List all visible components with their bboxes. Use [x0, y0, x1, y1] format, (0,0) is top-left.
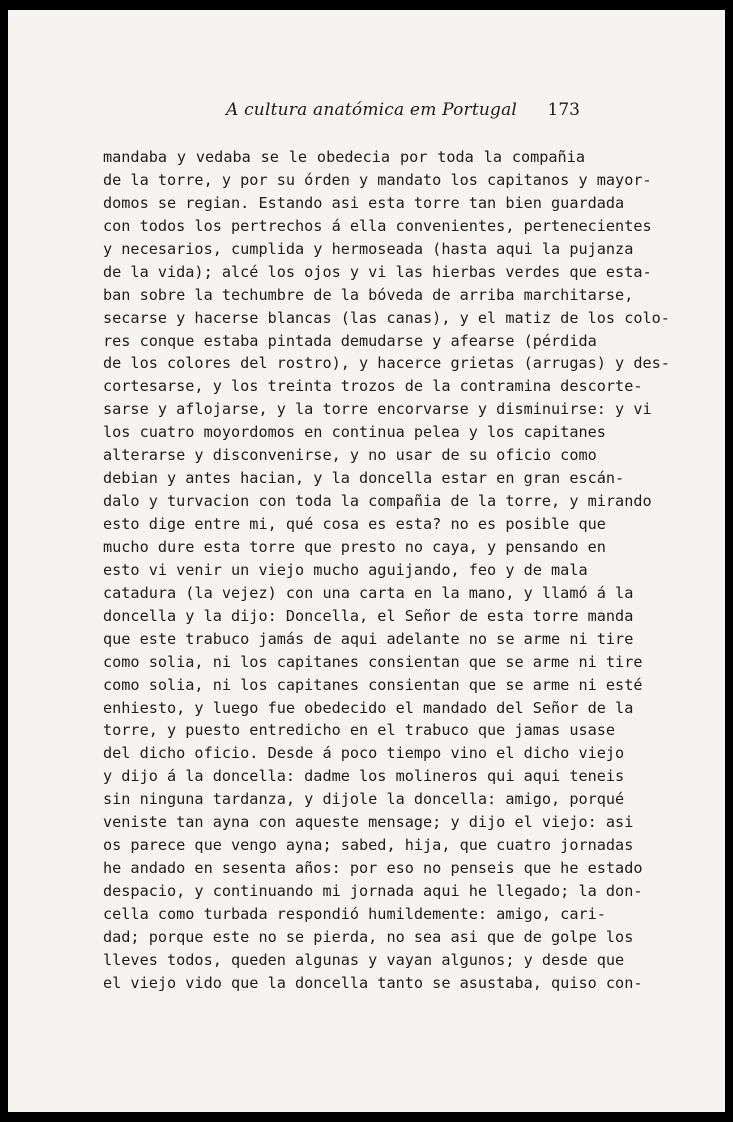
- text-line: he andado en sesenta años: por eso no penseis que he estado: [103, 859, 643, 878]
- text-line: de la torre, y por su órden y mandato los capitanos y mayor-: [103, 170, 652, 189]
- text-line: res conque estaba pintada demudarse y afearse (pérdida: [103, 331, 597, 350]
- text-line: os parece que vengo ayna; sabed, hija, que cuatro jornadas: [103, 836, 634, 855]
- text-line: sin ninguna tardanza, y dijole la doncella: amigo, porqué: [103, 790, 625, 809]
- text-line: dalo y turvacion con toda la compañia de la torre, y mirando: [103, 492, 652, 511]
- text-line: esto vi venir un viejo mucho aguijando, feo y de mala: [103, 560, 588, 579]
- text-line: de los colores del rostro), y hacerce grietas (arrugas) y des-: [103, 354, 670, 373]
- text-line: lleves todos, queden algunas y vayan algunos; y desde que: [103, 950, 625, 969]
- text-line: torre, y puesto entredicho en el trabuco que jamas usase: [103, 721, 616, 740]
- text-line: dad; porque este no se pierda, no sea asi que de golpe los: [103, 927, 634, 946]
- text-line: catadura (la vejez) con una carta en la mano, y llamó á la: [103, 583, 634, 602]
- running-title: A cultura anatómica em Portugal: [226, 100, 518, 120]
- text-line: debian y antes hacian, y la doncella estar en gran escán-: [103, 469, 625, 488]
- text-line: que este trabuco jamás de aqui adelante no se arme ni tire: [103, 629, 634, 648]
- text-line: mandaba y vedaba se le obedecia por toda la compañia: [103, 148, 585, 166]
- body-text: [103, 146, 670, 995]
- text-line: esto dige entre mi, qué cosa es esta? no es posible que: [103, 515, 606, 533]
- book-page: [8, 10, 725, 1112]
- text-line: cella como turbada respondió humildemente: amigo, cari-: [103, 904, 606, 923]
- text-line: del dicho oficio. Desde á poco tiempo vino el dicho viejo: [103, 744, 625, 763]
- text-line: secarse y hacerse blancas (las canas), y el matiz de los colo-: [103, 308, 670, 327]
- text-line: mucho dure esta torre que presto no caya, y pensando en: [103, 537, 606, 556]
- page-header: [108, 100, 580, 124]
- text-line: despacio, y continuando mi jornada aqui he llegado; la don-: [103, 882, 643, 900]
- text-line: y necesarios, cumplida y hermoseada (hasta aqui la pujanza: [103, 239, 634, 258]
- text-line: los cuatro moyordomos en continua pelea y los capitanes: [103, 423, 606, 442]
- text-line: cortesarse, y los treinta trozos de la contramina descorte-: [103, 377, 643, 396]
- text-line: alterarse y disconvenirse, y no usar de su oficio como: [103, 446, 597, 465]
- page-number: 173: [547, 100, 580, 120]
- text-line: domos se regian. Estando asi esta torre tan bien guardada: [103, 193, 625, 212]
- text-line: ban sobre la techumbre de la bóveda de arriba marchitarse,: [103, 285, 634, 304]
- text-line: sarse y aflojarse, y la torre encorvarse y disminuirse: y vi: [103, 400, 652, 419]
- text-line: como solia, ni los capitanes consientan que se arme ni tire: [103, 652, 643, 671]
- text-line: de la vida); alcé los ojos y vi las hierbas verdes que esta-: [103, 262, 652, 281]
- text-line: veniste tan ayna con aqueste mensage; y dijo el viejo: asi: [103, 813, 634, 832]
- text-line: con todos los pertrechos á ella convenientes, pertenecientes: [103, 216, 652, 235]
- text-line: el viejo vido que la doncella tanto se asustaba, quiso con-: [103, 973, 643, 992]
- text-line: como solia, ni los capitanes consientan que se arme ni esté: [103, 675, 643, 694]
- text-line: doncella y la dijo: Doncella, el Señor de esta torre manda: [103, 606, 634, 625]
- text-line: y dijo á la doncella: dadme los molineros qui aqui teneis: [103, 767, 625, 786]
- text-line: enhiesto, y luego fue obedecido el mandado del Señor de la: [103, 698, 634, 717]
